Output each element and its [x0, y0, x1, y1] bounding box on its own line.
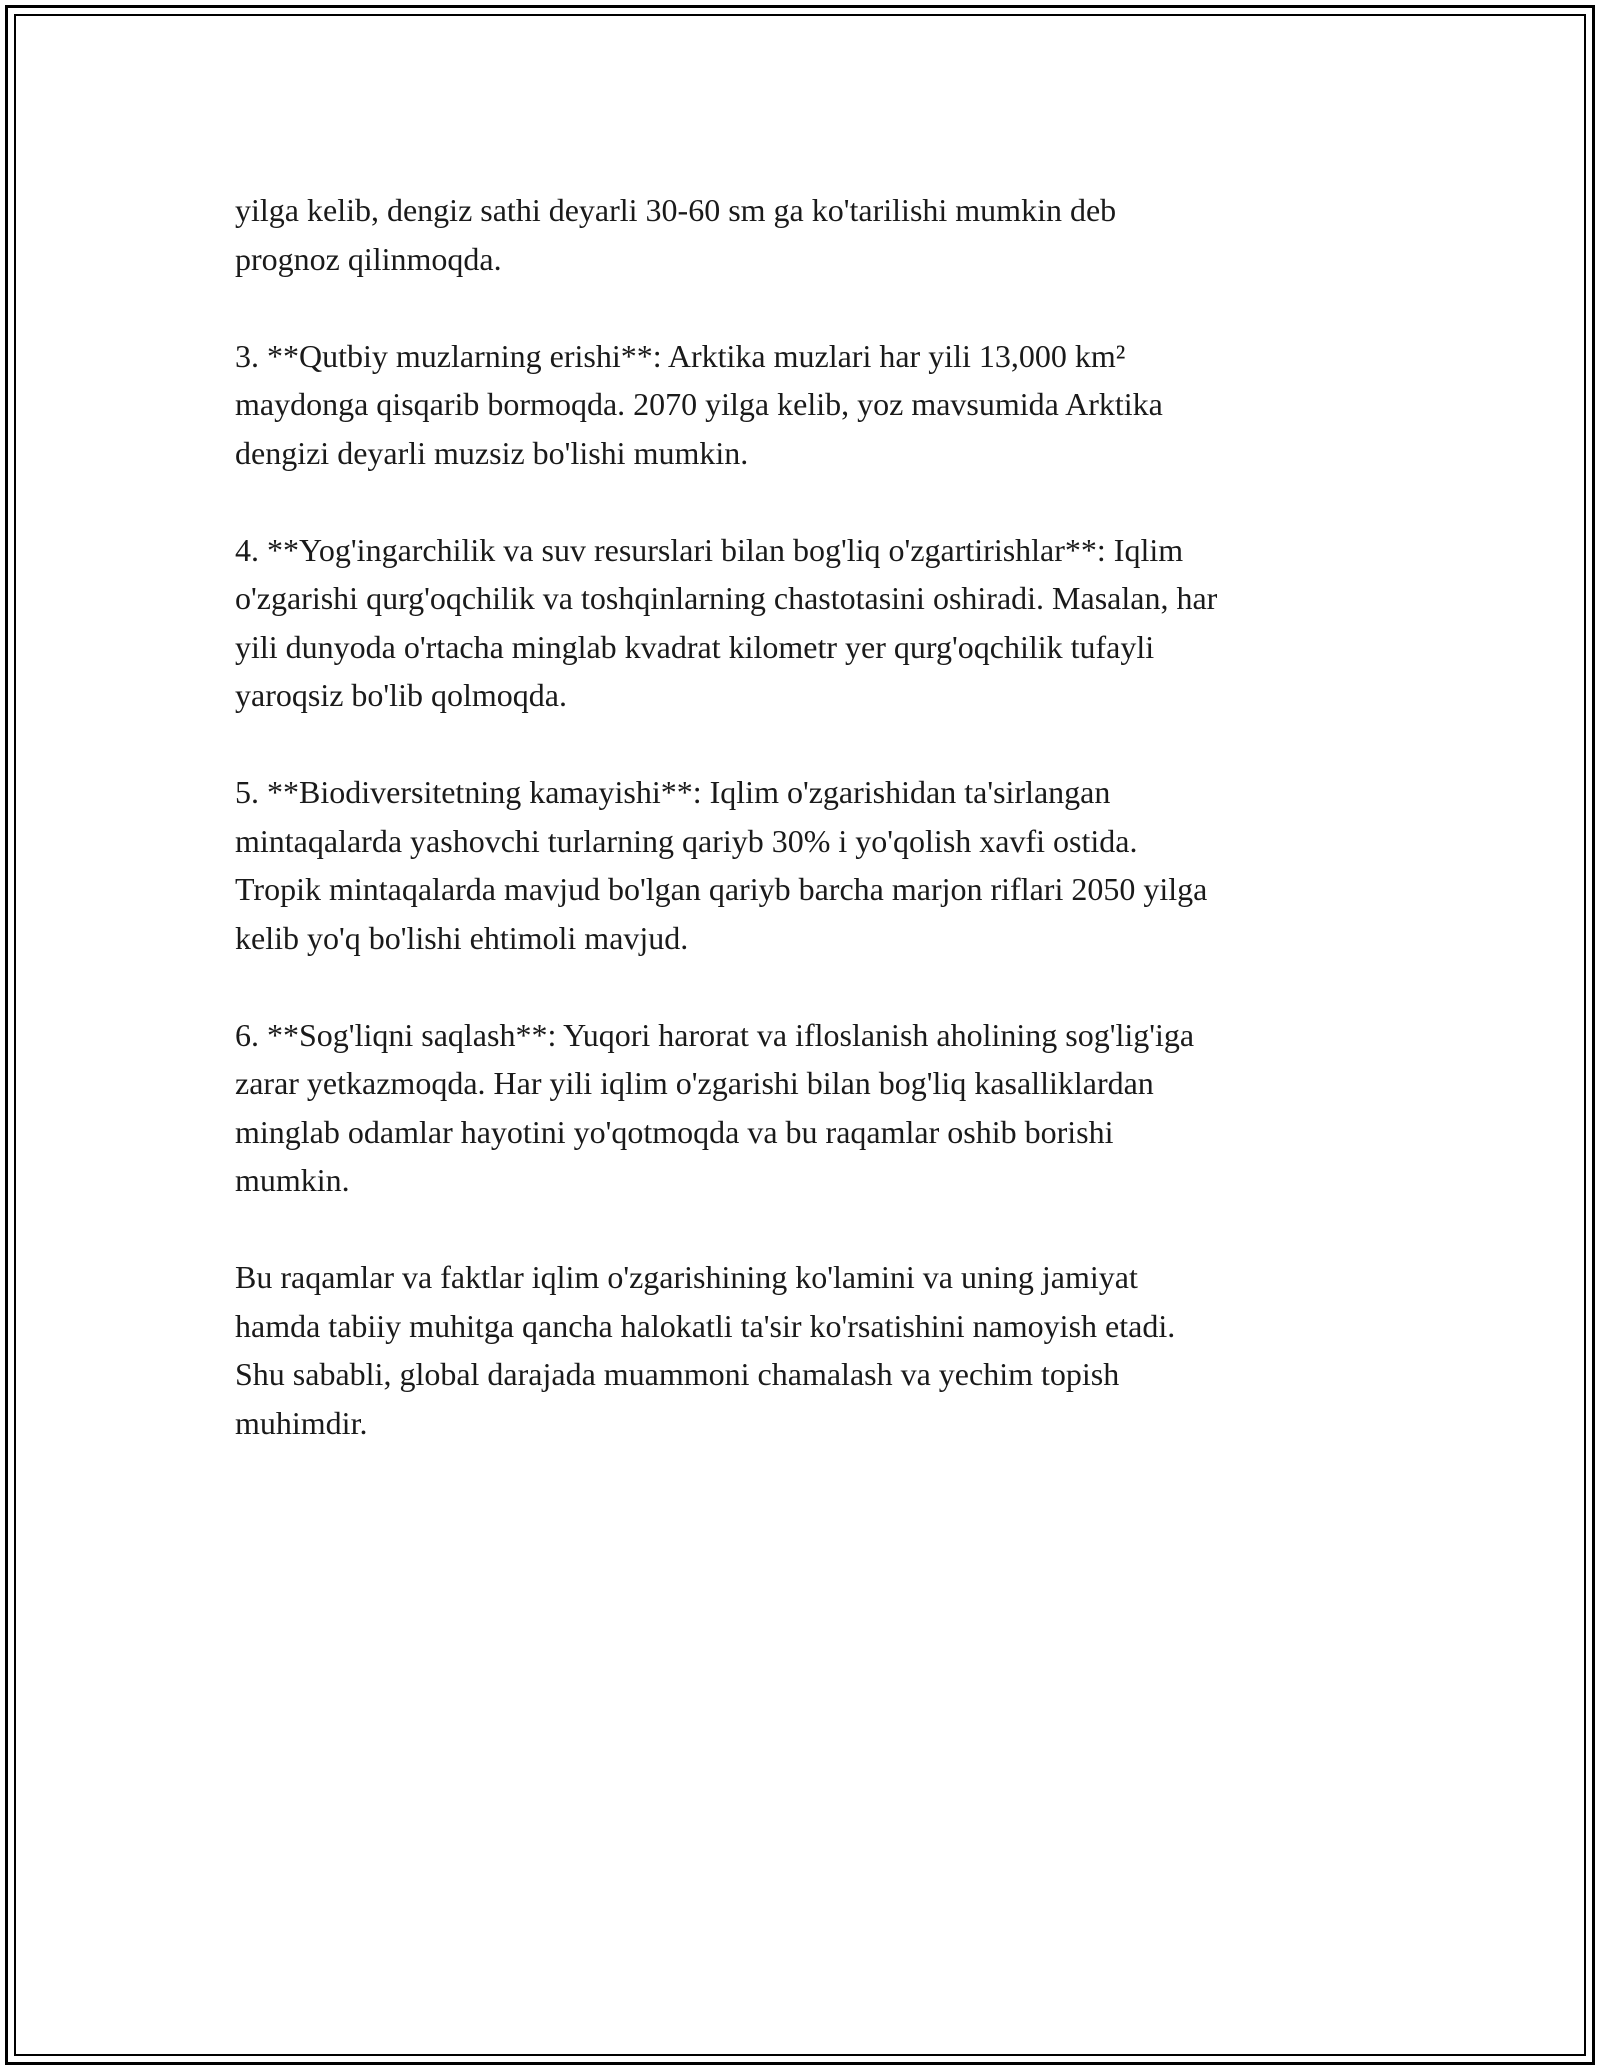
document-body	[235, 186, 1375, 1496]
paragraph-precipitation-water-resources: 4. **Yog'ingarchilik va suv resurslari bilan bog'liq o'zgartirishlar**: Iqlim o'zgarishi qurg'oqchilik va toshqinlarning chastotasini oshiradi. Masalan, har yili dunyoda o'rtacha minglab kvadrat kilometr yer qurg'oqchilik tufayli yaroqsiz bo'lib qolmoqda.	[235, 531, 1218, 713]
paragraph-sea-level-continuation: yilga kelib, dengiz sathi deyarli 30-60 sm ga ko'tarilishi mumkin deb prognoz qilinmoqda.	[235, 192, 1117, 277]
paragraph-health-care: 6. **Sog'liqni saqlash**: Yuqori harorat va ifloslanish aholining sog'lig'iga zarar yetkazmoqda. Har yili iqlim o'zgarishi bilan bog'liq kasalliklardan minglab odamlar hayotini yo'qotmoqda va bu raqamlar oshib borishi mumkin.	[235, 1016, 1195, 1198]
paragraph-biodiversity-loss: 5. **Biodiversitetning kamayishi**: Iqlim o'zgarishidan ta'sirlangan mintaqalarda yashovchi turlarning qariyb 30% i yo'qolish xavfi ostida. Tropik mintaqalarda mavjud bo'lgan qariyb barcha marjon riflari 2050 yilga kelib yo'q bo'lishi ehtimoli mavjud.	[235, 774, 1208, 956]
paragraph-polar-ice-melting: 3. **Qutbiy muzlarning erishi**: Arktika muzlari har yili 13,000 km² maydonga qisqarib bormoqda. 2070 yilga kelib, yoz mavsumida Arktika dengizi deyarli muzsiz bo'lishi mumkin.	[235, 337, 1163, 471]
paragraph-conclusion: Bu raqamlar va faktlar iqlim o'zgarishining ko'lamini va uning jamiyat hamda tabiiy muhitga qancha halokatli ta'sir ko'rsatishini namoyish etadi. Shu sababli, global darajada muammoni chamalash va yechim topish muhimdir.	[235, 1259, 1176, 1441]
